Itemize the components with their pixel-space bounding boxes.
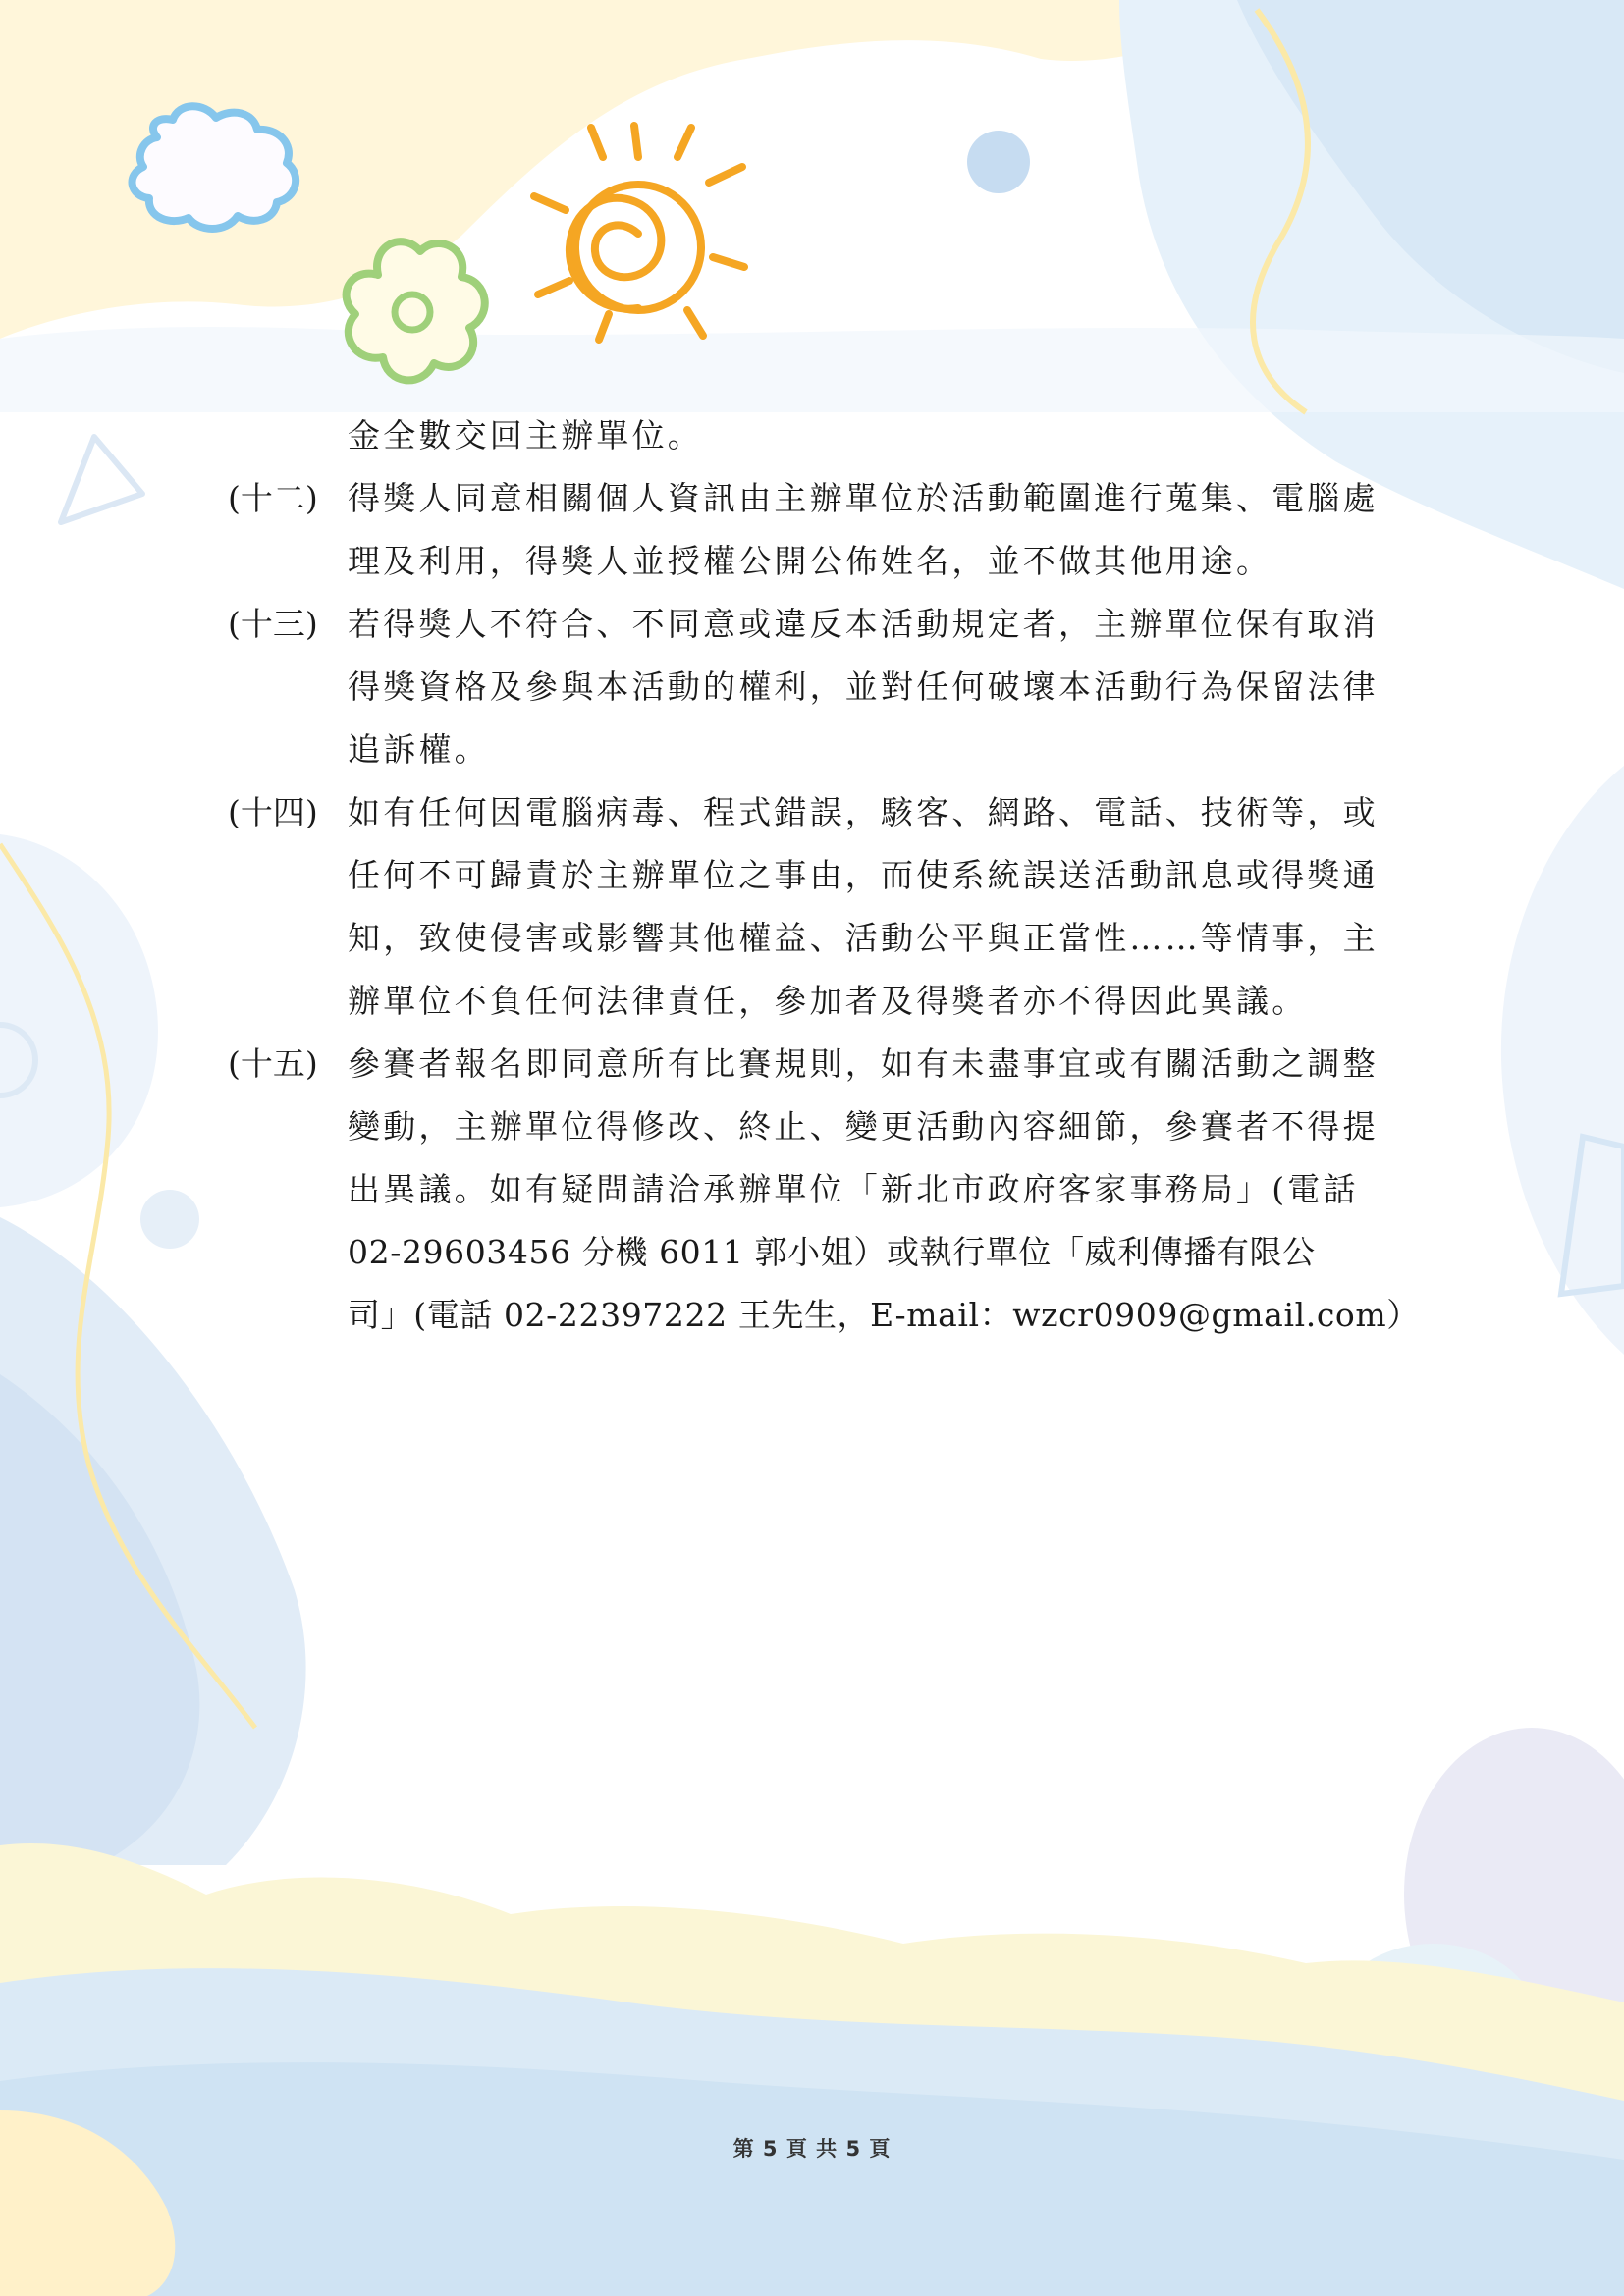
item-text-line: 理及利用，得獎人並授權公開公佈姓名，並不做其他用途。 [348, 542, 1272, 580]
sun-icon [534, 126, 744, 340]
item-12 [228, 467, 1465, 593]
left-light-circle [0, 834, 158, 1207]
circle-icon [967, 131, 1030, 193]
item-13 [228, 593, 1465, 781]
item-text-line: 追訴權。 [348, 730, 490, 769]
page-number-footer: 第 5 頁 共 5 頁 [732, 2137, 892, 2161]
item-text-line: 辦單位不負任何法律責任，參加者及得獎者亦不得因此異議。 [348, 982, 1308, 1020]
small-circle-icon [140, 1190, 199, 1249]
item-text-line: 出異議。如有疑問請洽承辦單位「新北市政府客家事務局」(電話 [348, 1170, 1359, 1208]
item-number: (十三) [228, 605, 318, 643]
document-body [228, 404, 1465, 1347]
item-text-line: 02-29603456 分機 6011 郭小姐）或執行單位「威利傳播有限公 [348, 1233, 1316, 1271]
item-text-line: 若得獎人不符合、不同意或違反本活動規定者，主辦單位保有取消 [348, 605, 1379, 643]
item-text-line: 任何不可歸責於主辦單位之事由，而使系統誤送活動訊息或得獎通 [348, 856, 1379, 894]
item-number: (十四) [228, 793, 318, 831]
continuation-line: 金全數交回主辦單位。 [348, 416, 703, 454]
item-text-line: 知，致使侵害或影響其他權益、活動公平與正當性……等情事，主 [348, 919, 1379, 957]
item-text-line: 司」(電話 02-22397222 王先生，E-mail：wzcr0909@gmail.com） [348, 1296, 1420, 1334]
triangle-icon [61, 437, 142, 522]
item-number: (十五) [228, 1044, 318, 1083]
item-text-line: 變動，主辦單位得修改、終止、變更活動內容細節，參賽者不得提 [348, 1107, 1379, 1146]
item-text-line: 得獎人同意相關個人資訊由主辦單位於活動範圍進行蒐集、電腦處 [348, 479, 1379, 517]
item-number: (十二) [228, 479, 318, 517]
header-band [0, 327, 1624, 412]
item-text-line: 參賽者報名即同意所有比賽規則，如有未盡事宜或有關活動之調整 [348, 1044, 1379, 1083]
item-text-line: 得獎資格及參與本活動的權利，並對任何破壞本活動行為保留法律 [348, 667, 1379, 706]
item-15 [228, 1033, 1465, 1347]
item-text-line: 如有任何因電腦病毒、程式錯誤，駭客、網路、電話、技術等，或 [348, 793, 1379, 831]
item-14 [228, 781, 1465, 1033]
